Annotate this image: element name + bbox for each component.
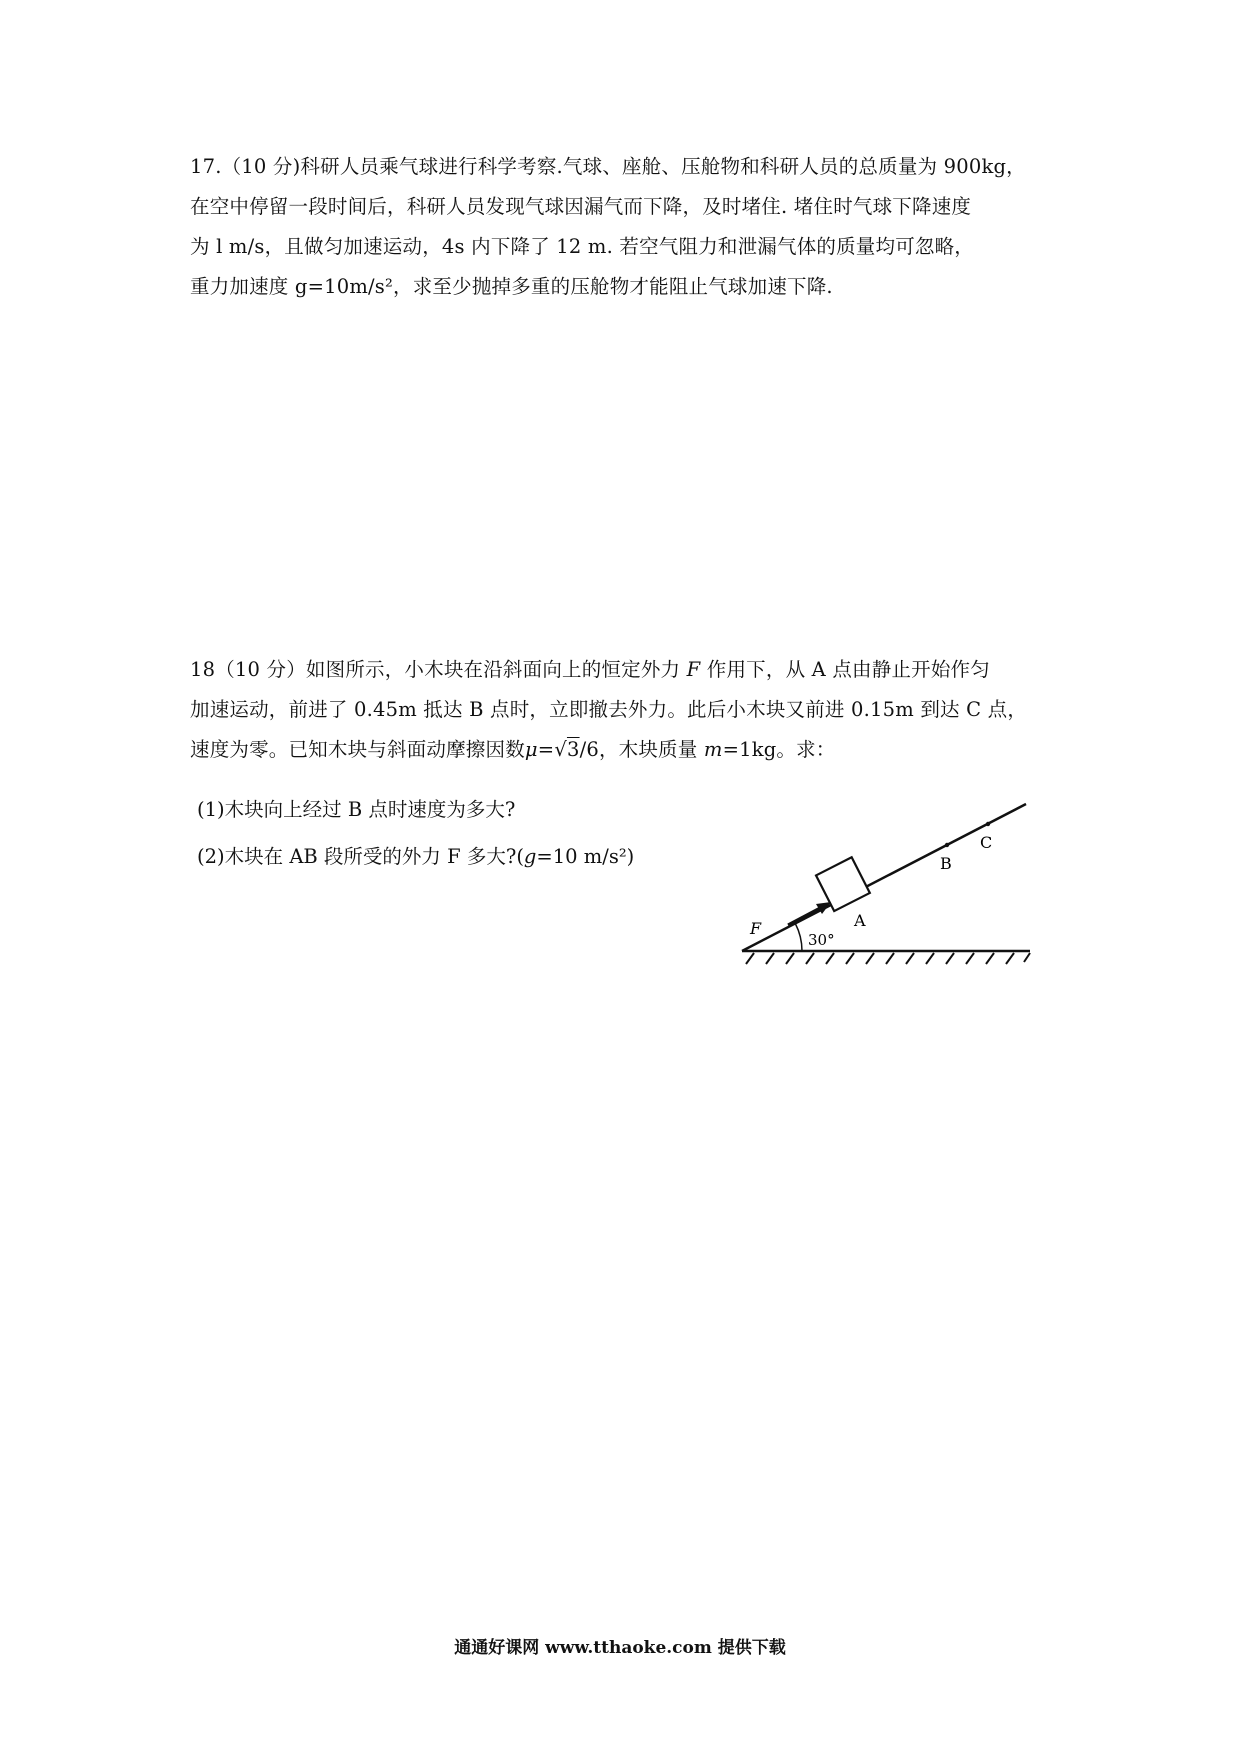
footer-source: 通通好课网 www.tthaoke.com 提供下载: [454, 1638, 786, 1658]
q18-force-symbol: F: [686, 658, 701, 681]
point-c-label: C: [980, 833, 993, 852]
q17-line-2: 在空中停留一段时间后，科研人员发现气球因漏气而下降，及时堵住. 堵住时气球下降速度: [190, 195, 972, 218]
q18-line-1-text-b: 作用下，从 A 点由静止开始作匀: [706, 658, 990, 681]
force-arrow-shaft: [788, 907, 822, 925]
sub2-text-b: =10 m/s²): [536, 845, 635, 868]
q17-line-1: 17.（10 分)科研人员乘气球进行科学考察.气球、座舱、压舱物和科研人员的总质量为 900kg，: [190, 155, 1026, 178]
question-18: [190, 650, 1070, 770]
incline-line: [742, 804, 1026, 951]
q18-fraction-text: /6，木块质量: [579, 738, 698, 761]
q18-subquestion-1: (1)木块向上经过 B 点时速度为多大?: [197, 798, 516, 821]
gravity-symbol: g: [523, 845, 537, 868]
mu-symbol: μ: [524, 738, 538, 761]
sqrt-radicand: 3: [566, 738, 580, 761]
ground-hatching: [746, 953, 1030, 964]
mass-symbol: m: [703, 738, 723, 761]
q18-line-1: [190, 650, 1070, 690]
question-17: [190, 147, 1070, 307]
sqrt-sign: =√: [537, 738, 567, 761]
q17-line-4: 重力加速度 g=10m/s²，求至少抛掉多重的压舱物才能阻止气球加速下降.: [190, 275, 833, 298]
q18-line-1-text-a: 18（10 分）如图所示，小木块在沿斜面向上的恒定外力: [190, 658, 681, 681]
force-label: F: [750, 919, 762, 938]
incline-figure: [730, 790, 1040, 980]
mass-value: =1kg。求：: [722, 738, 836, 761]
angle-arc: [795, 924, 802, 952]
q18-subquestion-2: [197, 842, 634, 872]
angle-label: 30°: [808, 931, 835, 949]
point-a-label: A: [854, 911, 866, 930]
q18-line-3-text: 速度为零。已知木块与斜面动摩擦因数: [190, 738, 525, 761]
point-b-dot: [945, 843, 949, 847]
q18-line-2: 加速运动，前进了 0.45m 抵达 B 点时，立即撤去外力。此后小木块又前进 0.15m 到达 C 点，: [190, 698, 1028, 721]
sub2-text-a: (2)木块在 AB 段所受的外力 F 多大?(: [197, 845, 524, 868]
point-b-label: B: [940, 854, 952, 873]
q17-line-3: 为 l m/s，且做匀加速运动，4s 内下降了 12 m. 若空气阻力和泄漏气体的质量均可忽略，: [190, 235, 975, 258]
point-c-dot: [986, 822, 990, 826]
q18-line-3: [190, 730, 1070, 770]
